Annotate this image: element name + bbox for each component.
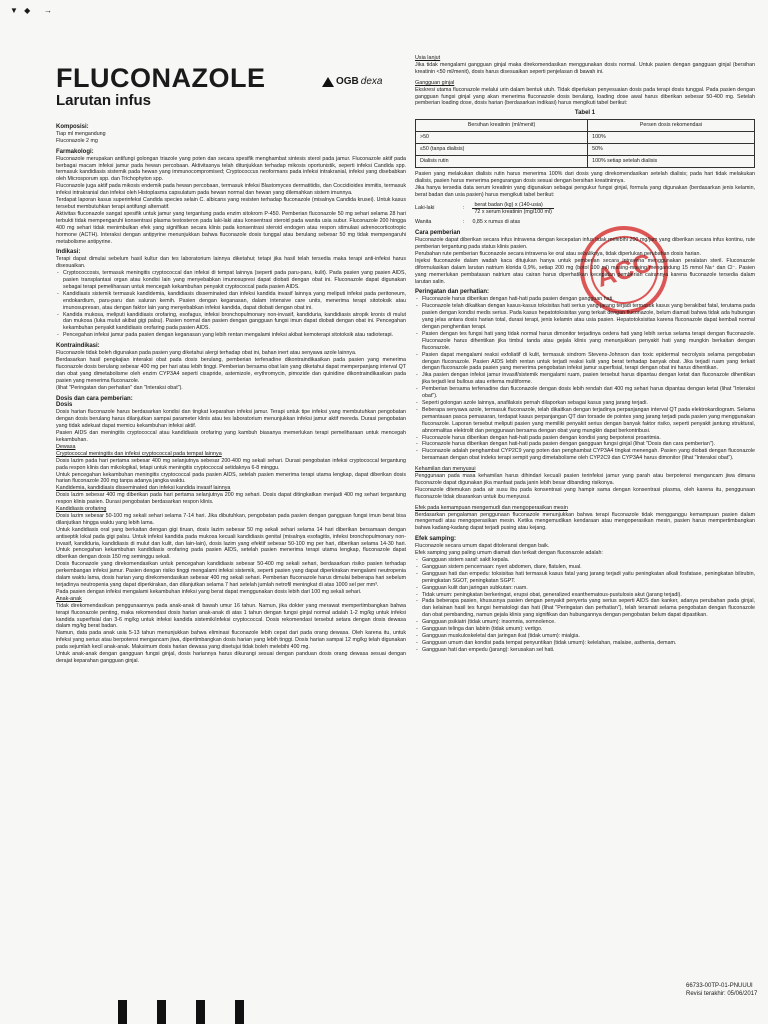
table-cell: 100% setiap setelah dialisis <box>588 155 755 167</box>
komposisi-section <box>56 124 406 145</box>
kehamilan-heading: Kehamilan dan menyusui <box>415 466 476 473</box>
registration-bar <box>157 1000 166 1024</box>
indikasi-list <box>56 270 406 339</box>
list-item: - Pencegahan infeksi jamur pada pasien dengan keganasan yang lebih rentan mengalami infeksi akibat kemoterapi sitotoksik atau radioterapi. <box>63 332 406 339</box>
mengemudi-section <box>415 505 755 533</box>
list-item: - Seperti golongan azole lainnya, anafilaksis pernah dilaporkan sebagai kasus yang jarang terjadi. <box>422 400 755 407</box>
paragraph: Untuk pencegahan kekambuhan meningitis cryptococcal pada pasien AIDS, setelah pasien menerima terapi utama lengkap, dapat diberikan dosis harian fluconazole 200 mg tanpa adanya jangka waktu. <box>56 471 406 485</box>
kehamilan-section <box>415 466 755 501</box>
list-item: - Gangguan telinga dan labirin (tidak umum): vertigo. <box>422 626 755 633</box>
list-item: - Gangguan sistem pencernaan: nyeri abdomen, diare, flatulen, mual. <box>422 564 755 571</box>
list-item: - Gangguan kulit dan jaringan subkutan: ruam. <box>422 585 755 592</box>
paragraph: Untuk kandidiasis oral yang berkaitan dengan gigi tiruan, dosis lazim sebesar 50 mg sekali sehari selama 14 hari diberikan bersamaan dengan antiseptik lokal pada gigi palsu. Untuk infeksi kandida pada mukosa kecuali kandidiasis genital (misalnya esofagitis, infeksi bronchopulmonary non-invasif, kandiduria, kandidiasis di mulut dan kulit, dan lain-lain), dosis lazim yang efektif sebesar 50-100 mg per hari, diberikan selama 14-30 hari. Untuk pencegahan kekambuhan kandidiasis orofaring pada pasien AIDS, setelah pasien menerima terapi utama lengkap, fluconazole dapat diberikan dengan dosis 150 mg seminggu sekali. <box>56 526 406 561</box>
product-subtitle: Larutan infus <box>56 92 152 109</box>
efek-samping-list <box>415 557 755 654</box>
table-cell: Dialisis rutin <box>416 155 588 167</box>
list-item: - Fluconazole harus diberikan dengan hati-hati pada pasien dengan kondisi yang berpotensi proaritmia. <box>422 435 755 442</box>
list-item: - Pasien dengan tes fungsi hati yang tidak normal harus dimonitor terjadinya cedera hati yang lebih serius selama terapi dengan fluconazole. Fluconazole harus dihentikan jika timbul tanda atau gejala klinis yang menunjukkan penyakit hati yang mungkin berkaitan dengan fluconazole. <box>422 331 755 352</box>
paragraph: Fluconazole merupakan antifungi golongan triazole yang poten dan secara spesifik menghambat sintesis sterol pada jamur. Fluconazole aktif pada berbagai macam infeksi jamur pada hewan percobaan. Aktivitasnya telah ditunjukkan terhadap mikosis oportunistik, seperti infeksi Candida spp. termasuk kandidiasis sistemik pada hewan yang immunocompromised; Cryptococcus neoformans pada infeksi intrakranial, infeksi yang disebabkan oleh Microsporum spp. dan Trichophyton spp. <box>56 155 406 183</box>
usia-lanjut-heading: Usia lanjut <box>415 55 441 61</box>
list-item: - Pada beberapa pasien, khususnya pasien dengan penyakit penyerta yang serius seperti AIDS dan kanker, adanya perubahan pada ginjal, dan kelainan hasil tes fungsi hematologi dan hati (lihat "Peringatan dan perhatian"), telah teramati selama pengobatan dengan fluconazole dan obat pembanding, namun gejala klinis yang signifikan dan hubungannya dengan pengobatan belum dapat dipastikan. <box>422 598 755 619</box>
list-item: - Fluconazole adalah penghambat CYP2C9 yang poten dan penghambat CYP3A4 tingkat menengah. Pasien yang diobati dengan fluconazole bersamaan dengan obat indeks terapi sempit yang dimetabolisme oleh CYP2C9 dan CYP3A4 harus dimonitor (lihat "Interaksi obat"). <box>422 448 755 462</box>
right-column <box>415 55 755 658</box>
komposisi-line: Fluconazole 2 mg <box>56 137 98 144</box>
document-footer <box>686 982 757 998</box>
paragraph: Fluconazole ditemukan pada air susu ibu pada konsentrasi yang hampir sama dengan konsentrasi plasma, oleh karena itu, penggunaan fluconazole tidak disarankan untuk ibu menyusui. <box>415 486 755 500</box>
paragraph: Dosis fluconazole yang direkomendasikan untuk pencegahan kandidiasis sebesar 50-400 mg sekali sehari, berdasarkan risiko pasien terhadap perkembangan infeksi jamur. Pasien dengan risiko tinggi mengalami infeksi sistemik, seperti pasien yang dapat diperkirakan mengalami neutropenia dalam waktu lama, dosis harian yang direkomendasikan sebesar 400 mg sekali sehari. Pemberian fluconazole harus dimulai beberapa hari sebelum terjadinya neutropenia yang dapat diperkirakan, dan dilanjutkan selama 7 hari setelah jumlah netrofil meningkat di atas 1000 sel per mm³. <box>56 561 406 588</box>
paragraph: Dosis harian fluconazole harus berdasarkan kondisi dan tingkat keparahan infeksi jamur. Terapi untuk tipe infeksi yang membutuhkan pengobatan dengan dosis berulang harus dilanjutkan sampai parameter klinis atau tes laboratorium menunjukkan infeksi jamur aktif mereda. Durasi pengobatan yang tidak adekuat dapat memicu kekambuhan infeksi aktif. <box>56 409 406 430</box>
cryptococcal-subheading: Cryptococcal meningitis dan infeksi cryptococcal pada tempat lainnya <box>56 450 222 457</box>
table-cell: ≤50 (tanpa dialisis) <box>416 144 588 156</box>
formula-fraction <box>472 202 553 217</box>
table-header: Persen dosis rekomendasi <box>588 120 755 132</box>
list-item: - Gangguan muskuloskeletal dan jaringan ikat (tidak umum): mialgia. <box>422 633 755 640</box>
paragraph: Efek samping yang paling umum diamati dan terkait dengan fluconazole adalah: <box>415 550 603 557</box>
kontraindikasi-section <box>56 343 406 391</box>
formula-equals: : <box>463 205 465 212</box>
list-item: - Gangguan hati dan empedu (jarang): kerusakan sel hati. <box>422 647 755 654</box>
list-item: - Fluconazole harus diberikan dengan hati-hati pada pasien dengan gangguan fungsi ginjal (lihat "Dosis dan cara pemberian"). <box>422 441 755 448</box>
table-row <box>416 132 755 144</box>
efek-samping-heading: Efek samping: <box>415 536 457 543</box>
komposisi-line: Tiap ml mengandung <box>56 130 106 137</box>
cara-pemberian-section <box>415 230 755 285</box>
document-code: 66733-00TP-01-PNUUUI <box>686 983 753 989</box>
paragraph: Berdasarkan hasil pengkajian interaksi obat pada dosis berulang, pemberian terfenadine dikontraindikasikan pada pasien yang menerima fluconazole dosis berulang sebesar 400 mg per hari atau lebih tinggi. Pemberian bersama obat lain yang diketahui dapat memperpanjang interval QT dan obat yang dimetabolisme oleh enzim CYP3A4 seperti cisapride, astemizole, erythromycin, pimozide dan quinidine dikontraindikasikan pada pasien yang menerima fluconazole. <box>56 357 406 384</box>
komposisi-heading: Komposisi: <box>56 124 89 130</box>
dosis-heading: Dosis dan cara pemberian: <box>56 395 133 402</box>
efek-samping-section <box>415 536 755 653</box>
table-header: Bersihan kreatinin (ml/menit) <box>416 120 588 132</box>
list-item: - Gangguan psikiatri (tidak umum): insomnia, somnolence. <box>422 619 755 626</box>
indikasi-section <box>56 249 406 339</box>
product-title: FLUCONAZOLE <box>56 63 266 93</box>
registration-bar <box>235 1000 244 1024</box>
corner-registration-mark: ▼ ◆ <box>10 6 33 15</box>
list-item: - Beberapa senyawa azole, termasuk fluconazole, telah dikaitkan dengan terjadinya perpanjangan interval QT pada elektrokardiogram. Selama pemantauan pasca pemasaran, terdapat kasus perpanjangan QT dan torsade de pointes yang jarang terjadi pada pasien yang menggunakan fluconazole. Laporan tersebut meliputi pasien yang memiliki penyakit serius dengan banyak faktor risiko, seperti penyakit jantung struktural, abnormalitas elektrolit dan penggunaan bersama dengan obat yang mungkin dapat berkontribusi. <box>422 407 755 435</box>
cara-pemberian-heading: Cara pemberian <box>415 230 461 237</box>
paragraph: Dosis lazim sebesar 400 mg diberikan pada hari pertama selanjutnya 200 mg sehari. Dosis dapat ditingkatkan menjadi 400 mg sehari tergantung respon klinis pasien. Durasi pengobatan berdasarkan respon klinis. <box>56 492 406 506</box>
list-item: - Kandidiasis sistemik termasuk kandidemia, kandidiasis disseminated dan infeksi kandida invasif lainnya yang meliputi infeksi pada peritoneum, endokardium, paru-paru dan saluran kemih. Pasien dengan keganasan, dalam intensive care units, menerima terapi sitotoksik atau imunosupresan, atau dengan faktor lain yang menyebabkan infeksi kandida, dapat diobati dengan obat ini. <box>63 291 406 312</box>
registration-bar <box>196 1000 205 1024</box>
list-item: - Fluconazole telah dikaitkan dengan kasus-kasus toksisitas hati serius yang jarang terjadi termasuk kasus yang berakibat fatal, terutama pada pasien dengan kondisi medis serius. Pada kasus hepatotoksisitas yang terkait dengan fluconazole, belum diamati bahwa tidak ada hubungan yang jelas antara dosis harian total, durasi terapi, jenis kelamin atau usia pasien. Hepatotoksisitas karena fluconazole dapat kembali normal dengan penghentian terapi. <box>422 303 755 331</box>
left-column <box>56 64 406 669</box>
farmakologi-section <box>56 149 406 246</box>
list-item: - Fluconazole harus diberikan dengan hati-hati pada pasien dengan gangguan hati. <box>422 296 755 303</box>
formula-numerator: berat badan (kg) x (140-usia) <box>472 202 553 210</box>
paragraph: Pasien yang melakukan dialisis rutin harus menerima 100% dari dosis yang direkomendasikan setelah dialisis; pada hari tidak melakukan dialisis, pasien harus menerima pengurangan dosis sesuai dengan bersihan kreatininnya. <box>415 170 755 184</box>
paragraph: Dosis lazim pada hari pertama sebesar 400 mg selanjutnya sebesar 200-400 mg sekali sehari. Durasi pengobatan infeksi cryptococcal tergantung pada respon klinis dan mikologikal, tetapi untuk meningitis cryptococcal setidaknya 6-8 minggu. <box>56 457 406 471</box>
formula-label: Wanita <box>415 219 432 226</box>
dosis-section <box>56 396 406 665</box>
list-item: - Gangguan hati dan empedu: toksisitas hati termasuk kasus fatal yang jarang terjadi yaitu peningkatan alkali fosfatase, peningkatan bilirubin, peningkatan SGOT, peningkatan SGPT. <box>422 571 755 585</box>
paragraph: Untuk anak-anak dengan gangguan fungsi ginjal, dosis hariannya harus dikurangi sesuai dengan panduan dosis orang dewasa sesuai dengan derajat keparahan gangguan ginjal. <box>56 651 406 664</box>
mengemudi-heading: Efek pada kemampuan mengemudi dan mengoperasikan mesin <box>415 504 568 511</box>
dosis-ginjal-table <box>415 119 755 168</box>
formula-label: Laki-laki <box>415 205 435 212</box>
revision-date: Revisi terakhir: 05/06/2017 <box>686 991 758 997</box>
table-row <box>416 144 755 156</box>
paragraph: Namun, data pada anak usia 5-13 tahun menunjukkan bahwa eliminasi fluconazole lebih cepat dari pada orang dewasa. Oleh karena itu, untuk infeksi yang serius atau berpotensi mengancam jiwa, dipertimbangkan dosis harian yang lebih tinggi. Dosis harian sampai 12 mg/kg telah digunakan pada sejumlah kecil anak-anak. Maksimum dosis harian dewasa yang disetujui tidak boleh melebihi 400 mg. <box>56 630 406 651</box>
formula-female <box>415 219 755 226</box>
paragraph: Fluconazole juga aktif pada mikosis endemik pada hewan percobaan, termasuk infeksi Blastomyces dermatitidis, dan Coccidioides immitis, termasuk infeksi intrakranial dan infeksi oleh Histoplasma capsulatum pada hewan normal dan hewan yang dilemahkan sistem imunnya. <box>56 183 406 197</box>
paragraph: Pasien AIDS dan meningitis cryptococcal atau kandidiasis orofaring yang kambuh biasanya memerlukan terapi pemeliharaan untuk mencegah kekambuhan. <box>56 430 406 443</box>
table-title: Tabel 1 <box>574 110 596 117</box>
kontraindikasi-heading: Kontraindikasi: <box>56 343 100 350</box>
list-item: - Pasien dapat mengalami reaksi exfoliatif di kulit, termasuk sindrom Stevens-Johnson dan toxic epidermal necrolysis selama pengobatan dengan fluconazole. Pasien AIDS lebih rentan untuk terjadi reaksi kulit yang berat terhadap banyak obat. Jika terjadi ruam yang terkait dengan fluconazole pada pasien yang menerima pengobatan infeksi jamur superfisial, terapi dengan obat ini harus dihentikan. <box>422 352 755 373</box>
farmakologi-heading: Farmakologi: <box>56 148 94 155</box>
formula-value: 0,85 x rumus di atas <box>472 219 521 226</box>
list-item: - Pemberian bersama terfenadine dan fluconazole dengan dosis lebih rendah dari 400 mg sehari harus dipantau dengan ketat (lihat "Interaksi obat"). <box>422 386 755 400</box>
anak-subheading: Anak-anak <box>56 595 82 602</box>
kandidemia-subheading: Kandidemia, kandidiasis disseminated dan infeksi kandida invasif lainnya <box>56 485 231 492</box>
acc-stamp: ACC <box>569 215 680 326</box>
peringatan-heading: Peringatan dan perhatian: <box>415 289 490 296</box>
gangguan-ginjal-heading: Gangguan ginjal <box>415 79 455 86</box>
list-item: - Kandida mukosa, meliputi kandidiasis orofaring, esofagus, infeksi bronchopulmonary non-invasif, kandiduria, kandidiasis atropik kronis di mulut dan mukosa (luka mulut akibat gigi palsu). Pasien normal dan pasien dengan gangguan fungsi imun dapat diobati dengan obat ini. Pencegahan kekambuhan penyakit kandidiasis orofaring pada pasien AIDS. <box>63 312 406 333</box>
paragraph: Fluconazole dapat diberikan secara infus intravena dengan kecepatan infus tidak melebihi 200 mg/jam yang diberikan secara infus kontinu, rute pemberian tergantung pada status klinis pasien. <box>415 237 755 251</box>
dewasa-subheading: Dewasa <box>56 443 76 450</box>
table-cell: 50% <box>588 144 755 156</box>
logo-sub: dexa <box>360 76 383 87</box>
list-item: - Gangguan umum dan kondisi pada tempat penyuntikan (tidak umum): kelelahan, malaise, asthenia, demam. <box>422 640 755 647</box>
paragraph: Aktivitas fluconazole sangat spesifik untuk jamur yang tergantung pada enzim sitokrom P-450. Pemberian fluconazole 50 mg sehari selama 28 hari terbukti tidak mempengaruhi konsentrasi plasma testosteron pada laki-laki atau konsentrasi steroid pada wanita usia subur. Fluconazole 200 hingga 400 mg sehari tidak menimbulkan efek yang signifikan secara klinis pada konsentrasi steroid endogen atau respon stimulasi adrenocorticotropic hormone (ACTH). Interaksi dengan antipyrine menunjukkan bahwa fluconazole dosis tunggal atau berulang sebesar 50 mg tidak mempengaruhi metabolisme antipyrine. <box>56 210 406 245</box>
list-item: - Gangguan sistem saraf: sakit kepala. <box>422 557 755 564</box>
formula-male <box>415 202 755 217</box>
usia-lanjut-section <box>415 55 755 76</box>
table-cell: >50 <box>416 132 588 144</box>
peringatan-list <box>415 296 755 462</box>
indikasi-heading: Indikasi: <box>56 249 81 256</box>
table-header-row <box>416 120 755 132</box>
paragraph: Ekskresi utama fluconazole melalui urin dalam bentuk utuh. Tidak diperlukan penyesuaian dosis pada terapi dosis tunggal. Pada pasien dengan gangguan fungsi ginjal yang akan menerima fluconazole dosis berulang, loading dose awal harus diberikan sebesar 50-400 mg. Setelah pemberian loading dose, dosis harian (berdasarkan indikasi) harus mengikuti tabel berikut: <box>415 86 755 107</box>
paragraph: Fluconazole tidak boleh digunakan pada pasien yang diketahui alergi terhadap obat ini, bahan inert atau senyawa azole lainnya. <box>56 350 357 357</box>
paragraph: Injeksi fluconazole dalam wadah kaca ditujukan hanya untuk pemberian secara intravena menggunakan peralatan steril. Fluconazole diformulasikan dalam larutan natrium klorida 0,9%, setiap 200 mg (botol 100 ml) masing-masing mengandung 15 mmol Na⁺ dan Cl⁻. Pasien yang memerlukan pembatasan natrium atau cairan harus diperhatikan kecepatan pemberian cairannya karena fluconazole tersedia dalam larutan salin. <box>415 257 755 285</box>
paragraph: Jika hanya tersedia data serum kreatinin yang digunakan sebagai pengukur fungsi ginjal, formula yang digunakan (berdasarkan jenis kelamin, berat badan dan usia pasien) harus mengikuti tabel berikut: <box>415 184 755 198</box>
paragraph: Terapi dapat dimulai sebelum hasil kultur dan tes laboratorium lainnya diketahui; tetapi jika hasil telah tersedia maka terapi anti-infeksi harus disesuaikan. <box>56 256 406 270</box>
table-cell: 100% <box>588 132 755 144</box>
list-item: - Tidak umum: peningkatan berkeringat, erupsi obat, generalized exanthematous-pustulosis akut (jarang terjadi). <box>422 592 755 599</box>
peringatan-section <box>415 289 755 462</box>
paragraph: Tidak direkomendasikan penggunaannya pada anak-anak di bawah umur 16 tahun. Namun, jika dokter yang merawat mempertimbangkan bahwa terapi fluconazole penting, maka rekomendasi dosis harian anak-anak di atas 1 tahun dengan fungsi ginjal normal adalah 1-2 mg/kg untuk infeksi kandida superfisial dan 3-6 mg/kg untuk infeksi kandida sistemik/infeksi cryptococcal. Dosis rekomendasi tersebut setara dengan dosis dewasa dalam mg/kg berat badan. <box>56 602 406 630</box>
paragraph: (lihat "Peringatan dan perhatian" dan "Interaksi obat"). <box>56 384 183 391</box>
list-item: - Cryptococcosis, termasuk meningitis cryptococcal dan infeksi di tempat lainnya (seperti pada paru-paru, kulit). Pada pasien yang pasien AIDS, pasien transplantasi organ atau kondisi lain yang menyebabkan imunosupresi dapat diobati dengan obat ini. Fluconazole dapat digunakan sebagai terapi pemeliharaan untuk mencegah kekambuhan penyakit cryptococcal pada pasien AIDS. <box>63 270 406 291</box>
table-row <box>416 155 755 167</box>
registration-bar <box>118 1000 127 1024</box>
paragraph: Dosis lazim sebesar 50-100 mg sekali sehari selama 7-14 hari. Jika dibutuhkan, pengobatan pada pasien dengan gangguan fungsi imun berat bisa dilanjutkan hingga waktu yang lebih lama. <box>56 512 406 526</box>
paragraph: Pada pasien dengan infeksi mengalami kekambuhan infeksi yang berat dapat menggunakan dosis lebih dari 100 mg sekali sehari. <box>56 588 362 595</box>
orofaring-subheading: Kandidiasis orofaring <box>56 506 107 513</box>
paragraph: Fluconazole secara umum dapat ditoleransi dengan baik. <box>415 543 550 550</box>
paragraph: Penggunaan pada masa kehamilan harus dihindari kecuali pasien terinfeksi jamur yang parah atau berpotensi mengancam jiwa dimana fluconazole dapat digunakan jika manfaat pada janin lebih besar dibanding risikonya. <box>415 473 755 486</box>
list-item: - Jika pasien dengan infeksi jamur invasif/sistemik mengalami ruam, pasien tersebut harus dipantau dengan ketat dan fluconazole dihentikan jika terjadi lesi bullous atau eritema multiforme. <box>422 372 755 386</box>
paragraph: Jika tidak mengalami gangguan ginjal maka direkomendasikan menggunakan dosis normal. Untuk pasien dengan gangguan ginjal (bersihan kreatinin <50 ml/menit), dosis harus disesuaikan seperti penjelasan di bawah ini. <box>415 61 755 75</box>
dosis-subheading: Dosis <box>56 402 73 409</box>
paragraph: Terdapat laporan kasus superinfeksi Candida species selain C. albicans yang resisten terhadap fluconazole (misalnya Candida krusei). Untuk kasus tersebut membutuhkan terapi antifungi alternatif. <box>56 197 406 210</box>
formula-equals: : <box>463 219 465 226</box>
logo-brand: OGB <box>336 76 359 87</box>
paragraph: Berdasarkan pengalaman penggunaan fluconazole menunjukkan bahwa terapi fluconazole tidak mengganggu kemampuan pasien dalam mengemudi atau mengoperasikan mesin. Ketika mengemudikan kendaraan atau mengoperasikan mesin, pasien harus mempertimbangkan bahwa kadang-kadang dapat terjadi pusing atau kejang. <box>415 511 755 532</box>
paragraph: Perubahan rute pemberian fluconazole secara intravena ke oral atau sebaliknya, tidak diperlukan perubahan dosis harian. <box>415 250 701 257</box>
formula-denominator: 72 x serum kreatinin (mg/100 ml) <box>474 209 552 216</box>
print-registration-bars <box>118 1000 244 1024</box>
gangguan-ginjal-section <box>415 80 755 227</box>
corner-arrow-mark: → <box>44 6 52 15</box>
